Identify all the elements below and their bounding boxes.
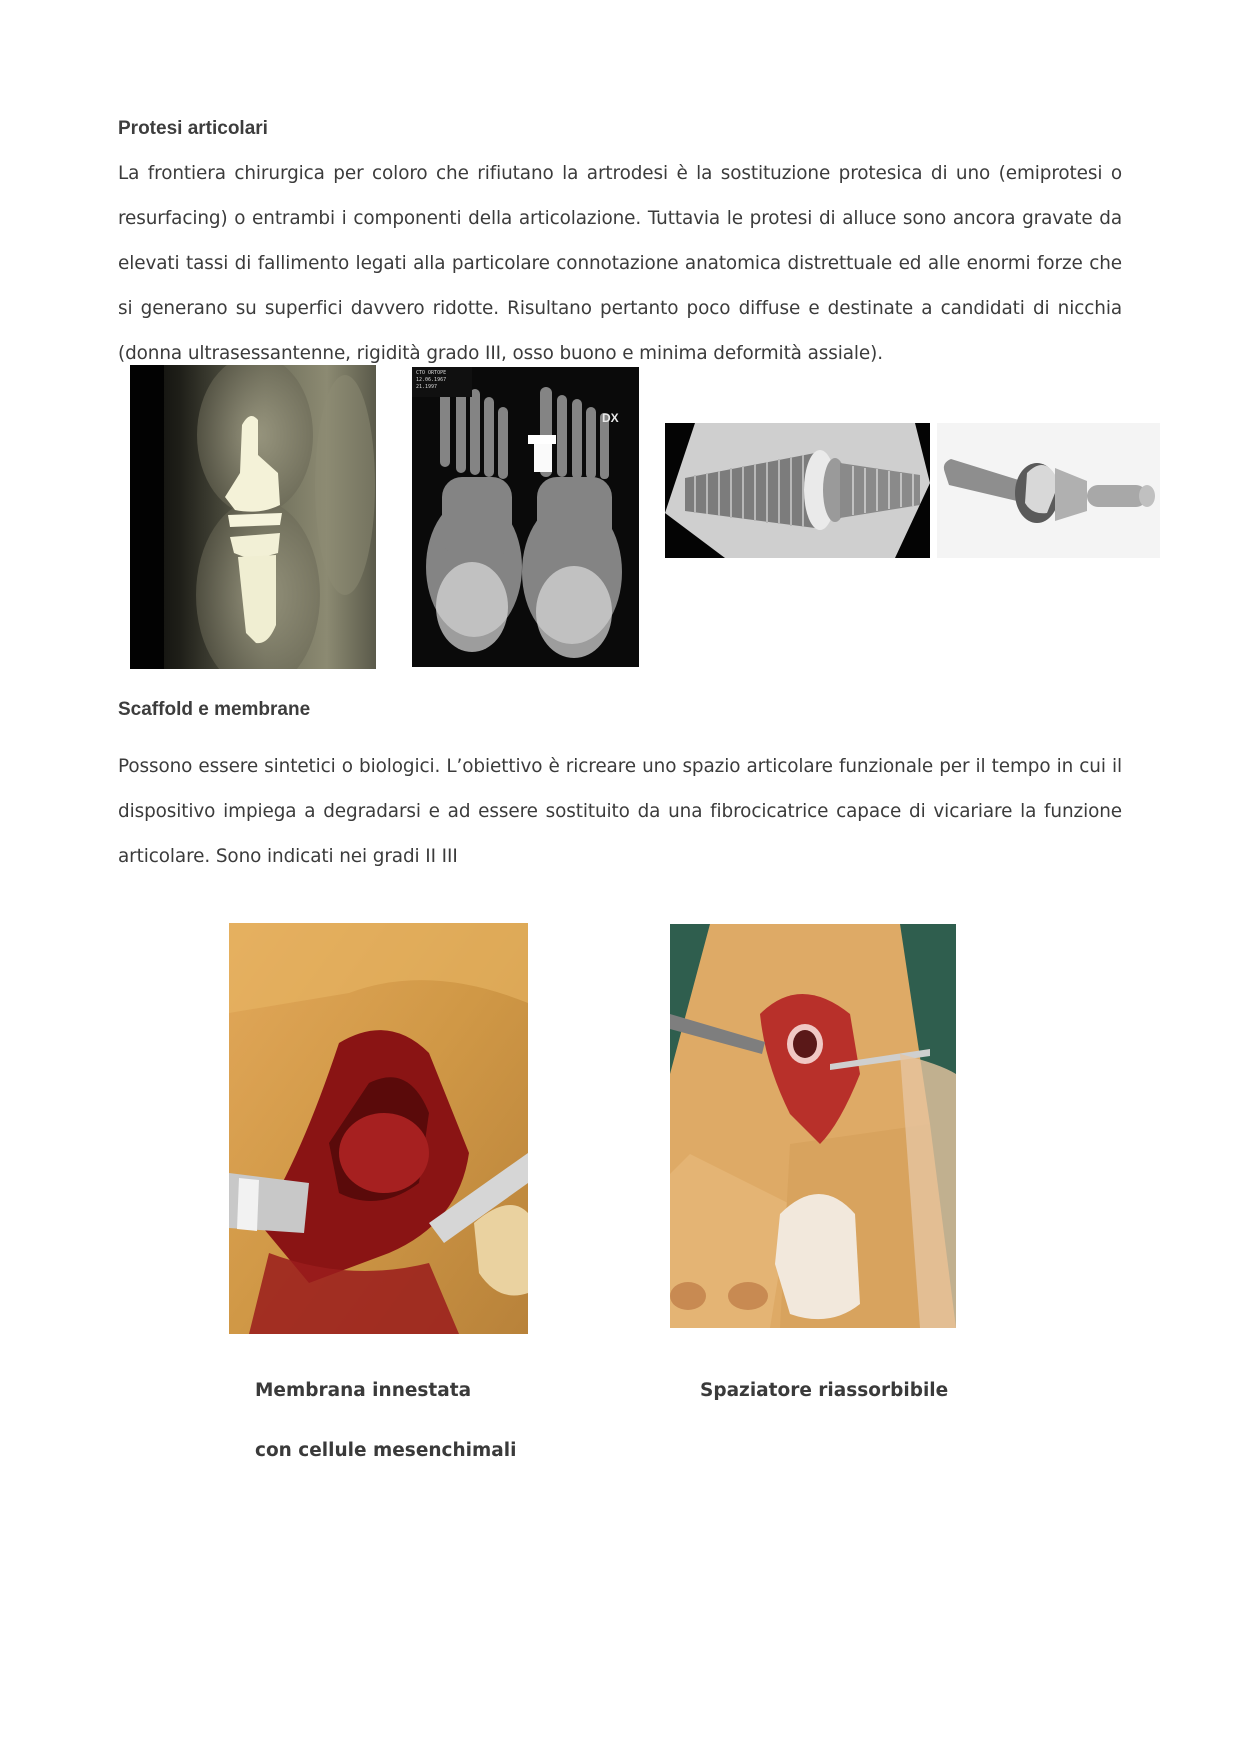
- prosthesis-components-photo: [665, 423, 930, 558]
- caption-membrane-line1: Membrana innestata: [255, 1380, 472, 1401]
- svg-text:21.1997: 21.1997: [416, 384, 438, 390]
- svg-text:12.06.1967: 12.06.1967: [416, 377, 447, 383]
- section-heading-protesi: Protesi articolari: [118, 118, 268, 139]
- section-paragraph-scaffold: Possono essere sintetici o biologici. L’obiettivo è ricreare uno spazio articolare funzionale per il tempo in cui il dispositivo impiega a degradarsi e ad essere sostituito da una fibrocicatrice capace di vicariare la funzione articolare. Sono indicati nei gradi II III: [118, 756, 1122, 867]
- surgery-photo-membrane: [229, 923, 528, 1334]
- xray-foot-dx: [412, 367, 639, 667]
- surgery-photo-spacer: [670, 924, 956, 1328]
- prosthesis-metal-photo: [937, 423, 1160, 558]
- svg-text:CTO ORTOPE: CTO ORTOPE: [416, 370, 447, 376]
- section-paragraph-protesi: La frontiera chirurgica per coloro che rifiutano la artrodesi è la sostituzione protesica di uno (emiprotesi o resurfacing) o entrambi i componenti della articolazione. Tuttavia le protesi di alluce sono ancora gravate da elevati tassi di fallimento legati alla particolare connotazione anatomica distrettuale ed alle enormi forze che si generano su superfici davvero ridotte. Risultano pertanto poco diffuse e destinate a candidati di nicchia (donna ultrasessantenne, rigidità grado III, osso buono e minima deformità assiale).: [118, 163, 1122, 364]
- xray-prosthesis-closeup: [130, 365, 376, 669]
- xray-side-label: DX: [602, 411, 619, 425]
- caption-membrane-line2: con cellule mesenchimali: [255, 1440, 517, 1461]
- caption-spacer: Spaziatore riassorbibile: [700, 1380, 949, 1401]
- section-heading-scaffold: Scaffold e membrane: [118, 699, 311, 720]
